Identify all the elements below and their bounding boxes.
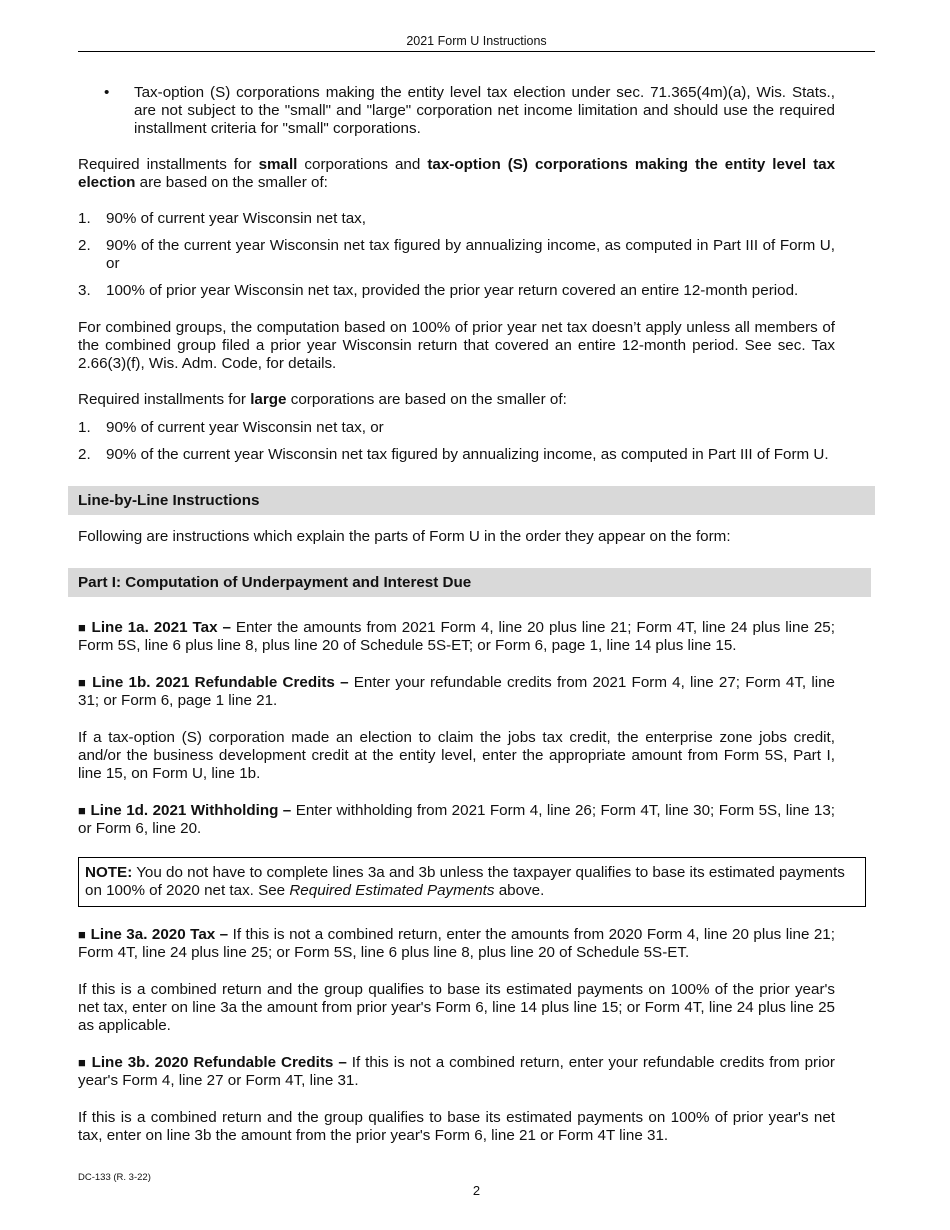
bold-run: tax-option (S) corporations making the entity level tax election [78, 156, 836, 191]
small-corporations-paragraph [78, 156, 835, 192]
square-bullet-icon: ■ [78, 927, 87, 942]
form-code: DC-133 (R. 3-22) [78, 1172, 151, 1183]
note-text: You do not have to complete lines 3a and 3b unless the taxpayer qualifies to base its estimated payments on 100% of 2020 net tax. See [85, 864, 845, 899]
section-heading-part-1: Part I: Computation of Underpayment and Interest Due [68, 568, 871, 597]
list-number: 2. [78, 446, 91, 463]
line-label: Line 1b. 2021 Refundable Credits – [92, 674, 349, 691]
document-body [78, 84, 845, 1164]
list-item-text: 90% of the current year Wisconsin net tax figured by annualizing income, as computed in Part III of Form U. [106, 446, 829, 463]
text-run: corporations are based on the smaller of: [286, 391, 567, 408]
bullet-icon: • [104, 84, 110, 101]
line-text: Enter the amounts from 2021 Form 4, line 20 plus line 21; Form 4T, line 24 plus line 25; Form 5S, line 6 plus line 8, plus line 20 of Schedule 5S-ET; or Form 6, page 1, line 14 plus line 15. [78, 619, 835, 654]
large-corporations-paragraph [78, 391, 835, 409]
large-installment-list [78, 419, 835, 464]
running-header: 2021 Form U Instructions [78, 33, 875, 52]
intro-bullet [78, 84, 835, 138]
text-run: Required installments for [78, 391, 251, 408]
list-item-text: 90% of current year Wisconsin net tax, or [106, 419, 384, 436]
line-text: If this is not a combined return, enter your refundable credits from prior year's Form 4, line 27 or Form 4T, line 31. [78, 1054, 835, 1089]
line-3b-extra-paragraph: If this is a combined return and the group qualifies to base its estimated payments on 100% of prior year's net tax, enter on line 3b the amount from the prior year's Form 6, line 21 or Form 4T line 31. [78, 1109, 835, 1144]
list-item-text: 90% of current year Wisconsin net tax, [106, 210, 366, 227]
list-item [78, 282, 835, 300]
bold-run: large [250, 391, 287, 408]
list-item [78, 446, 835, 464]
note-box [78, 857, 866, 907]
text-run: Required installments for [78, 156, 259, 173]
note-italic-text: Required Estimated Payments [289, 882, 495, 899]
list-number: 1. [78, 210, 91, 227]
line-1b-extra-paragraph: If a tax-option (S) corporation made an election to claim the jobs tax credit, the enterprise zone jobs credit, and/or the business development credit at the entity level, enter the appropriate amount from Form 5S, Part I, line 15, on Form U, line 1b. [78, 729, 835, 782]
square-bullet-icon: ■ [78, 1055, 87, 1070]
list-number: 3. [78, 282, 91, 299]
list-item [78, 210, 835, 228]
line-3a-extra-paragraph: If this is a combined return and the group qualifies to base its estimated payments on 100% of the prior year's net tax, enter on line 3a the amount from prior year's Form 6, line 14 plus line 15; or Form 4T, line 24 plus line 25 as applicable. [78, 981, 835, 1034]
list-item [78, 419, 835, 437]
text-run: are based on the smaller of: [135, 174, 328, 191]
list-item [78, 237, 835, 273]
line-label: Line 1a. 2021 Tax – [91, 619, 231, 636]
square-bullet-icon: ■ [78, 620, 87, 635]
line-text: If this is not a combined return, enter the amounts from 2020 Form 4, line 20 plus line 21; Form 4T, line 24 plus line 25; or Form 5S, line 6 plus line 8, plus line 20 of Schedule 5S-ET. [78, 926, 835, 961]
line-label: Line 3a. 2020 Tax – [90, 926, 229, 943]
intro-bullet-text: Tax-option (S) corporations making the entity level tax election under sec. 71.365(4m)(a), Wis. Stats., are not subject to the "small" and "large" corporation net income limitation and should use the required installment criteria for "small" corporations. [134, 84, 835, 137]
line-1a-instruction [78, 619, 835, 655]
line-label: Line 3b. 2020 Refundable Credits – [91, 1054, 347, 1071]
note-label: NOTE: [85, 864, 133, 881]
line-text: Enter withholding from 2021 Form 4, line 26; Form 4T, line 30; Form 5S, line 13; or Form 6, line 20. [78, 802, 835, 837]
line-3a-instruction [78, 926, 835, 962]
note-text: above. [494, 882, 545, 899]
line-1d-instruction [78, 802, 835, 838]
square-bullet-icon: ■ [78, 675, 87, 690]
page-number: 2 [472, 1183, 481, 1198]
text-run: corporations and [297, 156, 428, 173]
combined-groups-paragraph: For combined groups, the computation based on 100% of prior year net tax doesn’t apply unless all members of the combined group filed a prior year Wisconsin return that covered an entire 12-month period. See sec. Tax 2.66(3)(f), Wis. Adm. Code, for details. [78, 319, 835, 372]
section-heading-line-by-line: Line-by-Line Instructions [68, 486, 875, 515]
following-paragraph: Following are instructions which explain the parts of Form U in the order they appear on the form: [78, 528, 731, 545]
line-label: Line 1d. 2021 Withholding – [90, 802, 292, 819]
line-text: Enter your refundable credits from 2021 Form 4, line 27; Form 4T, line 31; or Form 6, page 1 line 21. [78, 674, 835, 709]
small-installment-list [78, 210, 835, 300]
line-1b-instruction [78, 674, 835, 710]
line-3b-instruction [78, 1054, 835, 1090]
list-number: 2. [78, 237, 91, 254]
bold-run: small [258, 156, 298, 173]
list-number: 1. [78, 419, 91, 436]
square-bullet-icon: ■ [78, 803, 87, 818]
list-item-text: 90% of the current year Wisconsin net tax figured by annualizing income, as computed in Part III of Form U, or [106, 237, 835, 272]
list-item-text: 100% of prior year Wisconsin net tax, provided the prior year return covered an entire 12-month period. [106, 282, 799, 299]
